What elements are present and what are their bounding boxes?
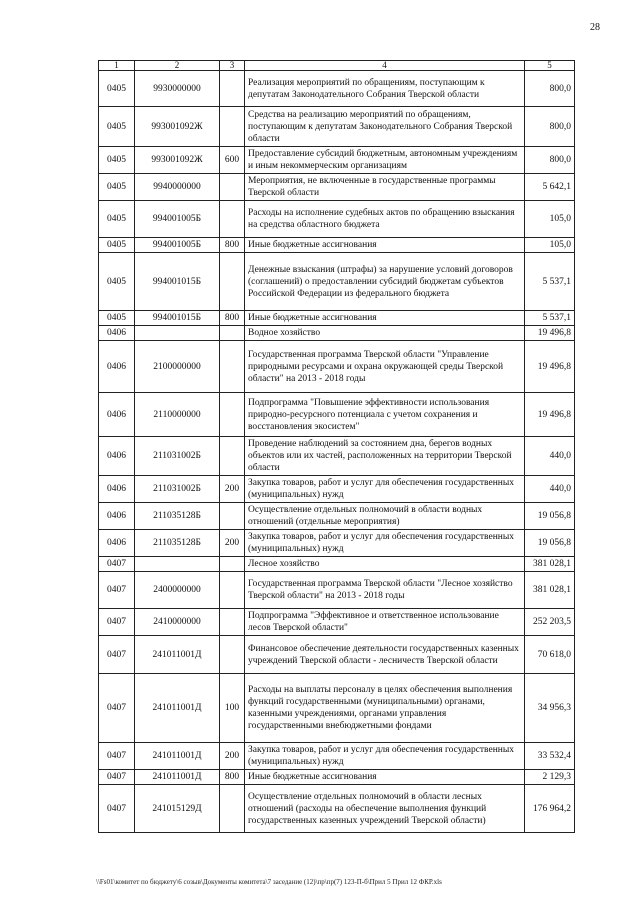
expense-type-cell: 200	[220, 530, 245, 557]
table-row	[99, 503, 575, 530]
table-header-row	[99, 61, 575, 71]
table-row	[99, 107, 575, 147]
description-cell: Реализация мероприятий по обращениям, поступающим к депутатам Законодательного Собрания Тверской области	[245, 71, 525, 107]
target-code-cell: 993001092Ж	[135, 107, 220, 147]
expense-type-cell	[220, 71, 245, 107]
expense-type-cell: 800	[220, 311, 245, 326]
description-cell: Денежные взыскания (штрафы) за нарушение условий договоров (соглашений) о предоставлении субсидий бюджетам субъектов Российской Федерации из федерального бюджета	[245, 253, 525, 311]
section-code-cell: 0407	[99, 636, 135, 674]
description-cell: Государственная программа Тверской области "Лесное хозяйство Тверской области" на 2013 - 2018 годы	[245, 572, 525, 609]
expense-type-cell	[220, 393, 245, 437]
table-row	[99, 253, 575, 311]
section-code-cell: 0406	[99, 326, 135, 341]
table-row	[99, 311, 575, 326]
table-row	[99, 201, 575, 238]
section-code-cell: 0405	[99, 201, 135, 238]
expense-type-cell: 800	[220, 770, 245, 785]
section-code-cell: 0405	[99, 174, 135, 201]
description-cell: Закупка товаров, работ и услуг для обеспечения государственных (муниципальных) нужд	[245, 743, 525, 770]
target-code-cell: 994001015Б	[135, 311, 220, 326]
target-code-cell	[135, 557, 220, 572]
table-row	[99, 572, 575, 609]
target-code-cell: 2100000000	[135, 341, 220, 393]
table-body	[99, 71, 575, 833]
description-cell: Расходы на исполнение судебных актов по обращению взыскания на средства областного бюджета	[245, 201, 525, 238]
expense-type-cell	[220, 201, 245, 238]
description-cell: Подпрограмма "Повышение эффективности использования природно-ресурсного потенциала с учетом сохранения и восстановления экосистем"	[245, 393, 525, 437]
target-code-cell: 241015129Д	[135, 785, 220, 833]
table-row	[99, 743, 575, 770]
section-code-cell: 0407	[99, 770, 135, 785]
amount-cell: 70 618,0	[525, 636, 575, 674]
target-code-cell: 241011001Д	[135, 743, 220, 770]
section-code-cell: 0407	[99, 785, 135, 833]
amount-cell: 381 028,1	[525, 557, 575, 572]
expense-type-cell: 200	[220, 476, 245, 503]
section-code-cell: 0405	[99, 238, 135, 253]
description-cell: Мероприятия, не включенные в государственные программы Тверской области	[245, 174, 525, 201]
expense-type-cell	[220, 341, 245, 393]
amount-cell: 252 203,5	[525, 609, 575, 636]
expense-type-cell	[220, 785, 245, 833]
expense-type-cell: 100	[220, 674, 245, 743]
amount-cell: 19 496,8	[525, 326, 575, 341]
column-header: 4	[245, 61, 525, 71]
amount-cell: 800,0	[525, 71, 575, 107]
description-cell: Государственная программа Тверской области "Управление природными ресурсами и охрана окружающей среды Тверской области" на 2013 - 2018 годы	[245, 341, 525, 393]
description-cell: Водное хозяйство	[245, 326, 525, 341]
table-row	[99, 636, 575, 674]
amount-cell: 440,0	[525, 476, 575, 503]
section-code-cell: 0406	[99, 393, 135, 437]
target-code-cell: 241011001Д	[135, 674, 220, 743]
table-row	[99, 785, 575, 833]
target-code-cell: 993001092Ж	[135, 147, 220, 174]
description-cell: Подпрограмма "Эффективное и ответственное использование лесов Тверской области"	[245, 609, 525, 636]
amount-cell: 176 964,2	[525, 785, 575, 833]
target-code-cell: 241011001Д	[135, 770, 220, 785]
table-row	[99, 674, 575, 743]
section-code-cell: 0406	[99, 437, 135, 476]
table-row	[99, 147, 575, 174]
expense-type-cell	[220, 253, 245, 311]
expense-type-cell: 600	[220, 147, 245, 174]
table-row	[99, 238, 575, 253]
target-code-cell: 2110000000	[135, 393, 220, 437]
budget-table	[98, 60, 575, 833]
amount-cell: 381 028,1	[525, 572, 575, 609]
target-code-cell: 994001005Б	[135, 238, 220, 253]
target-code-cell	[135, 326, 220, 341]
section-code-cell: 0405	[99, 107, 135, 147]
section-code-cell: 0407	[99, 557, 135, 572]
amount-cell: 33 532,4	[525, 743, 575, 770]
table-row	[99, 71, 575, 107]
table-row	[99, 476, 575, 503]
amount-cell: 2 129,3	[525, 770, 575, 785]
expense-type-cell	[220, 609, 245, 636]
expense-type-cell	[220, 107, 245, 147]
amount-cell: 440,0	[525, 437, 575, 476]
section-code-cell: 0407	[99, 609, 135, 636]
description-cell: Закупка товаров, работ и услуг для обеспечения государственных (муниципальных) нужд	[245, 530, 525, 557]
table-row	[99, 530, 575, 557]
column-header: 2	[135, 61, 220, 71]
expense-type-cell	[220, 557, 245, 572]
description-cell: Закупка товаров, работ и услуг для обеспечения государственных (муниципальных) нужд	[245, 476, 525, 503]
expense-type-cell	[220, 572, 245, 609]
section-code-cell: 0406	[99, 530, 135, 557]
amount-cell: 105,0	[525, 238, 575, 253]
table-row	[99, 557, 575, 572]
description-cell: Предоставление субсидий бюджетным, автономным учреждениям и иным некоммерческим организациям	[245, 147, 525, 174]
expense-type-cell	[220, 326, 245, 341]
column-header: 5	[525, 61, 575, 71]
amount-cell: 5 642,1	[525, 174, 575, 201]
section-code-cell: 0407	[99, 743, 135, 770]
table-row	[99, 174, 575, 201]
target-code-cell: 2410000000	[135, 609, 220, 636]
table-row	[99, 341, 575, 393]
target-code-cell: 211031002Б	[135, 437, 220, 476]
expense-type-cell	[220, 636, 245, 674]
amount-cell: 19 496,8	[525, 341, 575, 393]
column-header: 3	[220, 61, 245, 71]
expense-type-cell	[220, 437, 245, 476]
section-code-cell: 0407	[99, 572, 135, 609]
target-code-cell: 211035128Б	[135, 503, 220, 530]
target-code-cell: 994001015Б	[135, 253, 220, 311]
section-code-cell: 0406	[99, 476, 135, 503]
section-code-cell: 0406	[99, 341, 135, 393]
description-cell: Осуществление отдельных полномочий в области водных отношений (отдельные мероприятия)	[245, 503, 525, 530]
target-code-cell: 2400000000	[135, 572, 220, 609]
target-code-cell: 211035128Б	[135, 530, 220, 557]
description-cell: Иные бюджетные ассигнования	[245, 311, 525, 326]
description-cell: Расходы на выплаты персоналу в целях обеспечения выполнения функций государственными (муниципальными) органами, казенными учреждениями, органами управления государственными внебюджетными фондами	[245, 674, 525, 743]
target-code-cell: 9940000000	[135, 174, 220, 201]
description-cell: Иные бюджетные ассигнования	[245, 770, 525, 785]
expense-type-cell	[220, 174, 245, 201]
target-code-cell: 241011001Д	[135, 636, 220, 674]
section-code-cell: 0405	[99, 311, 135, 326]
description-cell: Финансовое обеспечение деятельности государственных казенных учреждений Тверской области - лесничеств Тверской области	[245, 636, 525, 674]
column-header: 1	[99, 61, 135, 71]
amount-cell: 5 537,1	[525, 253, 575, 311]
amount-cell: 800,0	[525, 147, 575, 174]
amount-cell: 19 056,8	[525, 503, 575, 530]
amount-cell: 34 956,3	[525, 674, 575, 743]
amount-cell: 800,0	[525, 107, 575, 147]
amount-cell: 5 537,1	[525, 311, 575, 326]
description-cell: Средства на реализацию мероприятий по обращениям, поступающим к депутатам Законодательного Собрания Тверской области	[245, 107, 525, 147]
table-row	[99, 437, 575, 476]
expense-type-cell: 200	[220, 743, 245, 770]
table-row	[99, 393, 575, 437]
target-code-cell: 211031002Б	[135, 476, 220, 503]
section-code-cell: 0406	[99, 503, 135, 530]
section-code-cell: 0405	[99, 253, 135, 311]
amount-cell: 19 496,8	[525, 393, 575, 437]
table-row	[99, 609, 575, 636]
page-number: 28	[590, 22, 600, 33]
description-cell: Проведение наблюдений за состоянием дна, берегов водных объектов или их частей, расположенных на территории Тверской области	[245, 437, 525, 476]
file-path-footer: \\Fs01\комитет по бюджету\6 созыв\Документы комитета\7 заседание (12)\пр\пр(7) 123-П-б\Прил 5 Прил 12 ФКР.xls	[96, 878, 442, 886]
amount-cell: 105,0	[525, 201, 575, 238]
expense-type-cell: 800	[220, 238, 245, 253]
description-cell: Иные бюджетные ассигнования	[245, 238, 525, 253]
amount-cell: 19 056,8	[525, 530, 575, 557]
table-row	[99, 326, 575, 341]
section-code-cell: 0405	[99, 71, 135, 107]
table-row	[99, 770, 575, 785]
section-code-cell: 0405	[99, 147, 135, 174]
expense-type-cell	[220, 503, 245, 530]
description-cell: Осуществление отдельных полномочий в области лесных отношений (расходы на обеспечение выполнения функций государственных казенных учреждений Тверской области)	[245, 785, 525, 833]
description-cell: Лесное хозяйство	[245, 557, 525, 572]
target-code-cell: 994001005Б	[135, 201, 220, 238]
target-code-cell: 9930000000	[135, 71, 220, 107]
section-code-cell: 0407	[99, 674, 135, 743]
